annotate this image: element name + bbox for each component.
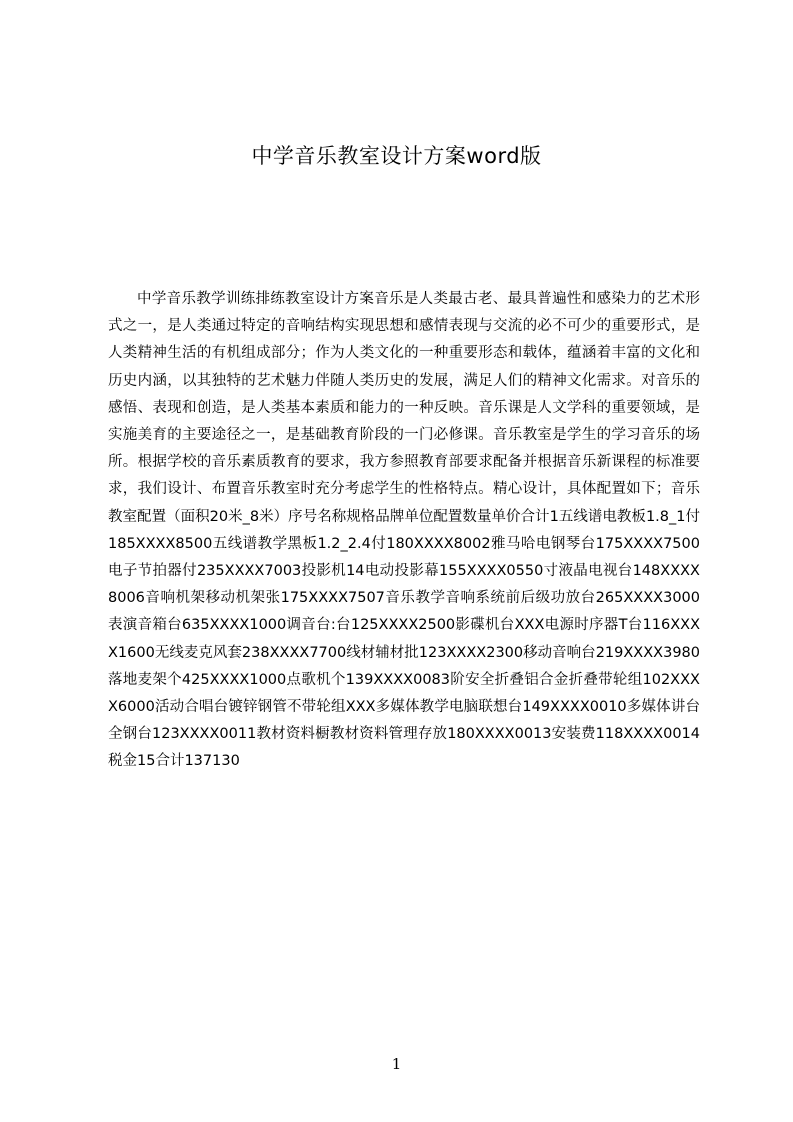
page-number: 1 <box>391 1055 402 1073</box>
document-title: 中学音乐教室设计方案word版 <box>251 144 542 168</box>
document-body-paragraph: 中学音乐教学训练排练教室设计方案音乐是人类最古老、最具普遍性和感染力的艺术形式之一，是人类通过特定的音响结构实现思想和感情表现与交流的必不可少的重要形式，是人类精神生活的有机组成部分；作为人类文化的一种重要形态和载体，蕴涵着丰富的文化和历史内涵，以其独特的艺术魅力伴随人类历史的发展，满足人们的精神文化需求。对音乐的感悟、表现和创造，是人类基本素质和能力的一种反映。音乐课是人文学科的重要领域，是实施美育的主要途径之一，是基础教育阶段的一门必修课。音乐教室是学生的学习音乐的场所。根据学校的音乐素质教育的要求，我方参照教育部要求配备并根据音乐新课程的标准要求，我们设计、布置音乐教室时充分考虑学生的性格特点。精心设计，具体配置如下；音乐教室配置（面积20米_8米）序号名称规格品牌单位配置数量单价合计1五线谱电教板1.8_1付185XXXX8500五线谱教学黑板1.2_2.4付180XXXX8002雅马哈电钢琴台175XXXX7500电子节拍器付235XXXX7003投影机14电动投影幕155XXXX0550寸液晶电视台148XXXX8006音响机架移动机架张175XXXX7507音乐教学音响系统前后级功放台265XXXX3000表演音箱台635XXXX1000调音台:台125XXXX2500影碟机台XXX电源时序器T台116XXXX1600无线麦克风套238XXXX7700线材辅材批123XXXX2300移动音响台219XXXX3980落地麦架个425XXXX1000点歌机个139XXXX0083阶安全折叠铝合金折叠带轮组102XXXX6000活动合唱台镀锌钢管不带轮组XXX多媒体教学电脑联想台149XXXX0010多媒体讲台全钢台123XXXX0011教材资料橱教材资料管理存放180XXXX0013安装费118XXXX0014税金15合计137130 <box>108 291 700 770</box>
